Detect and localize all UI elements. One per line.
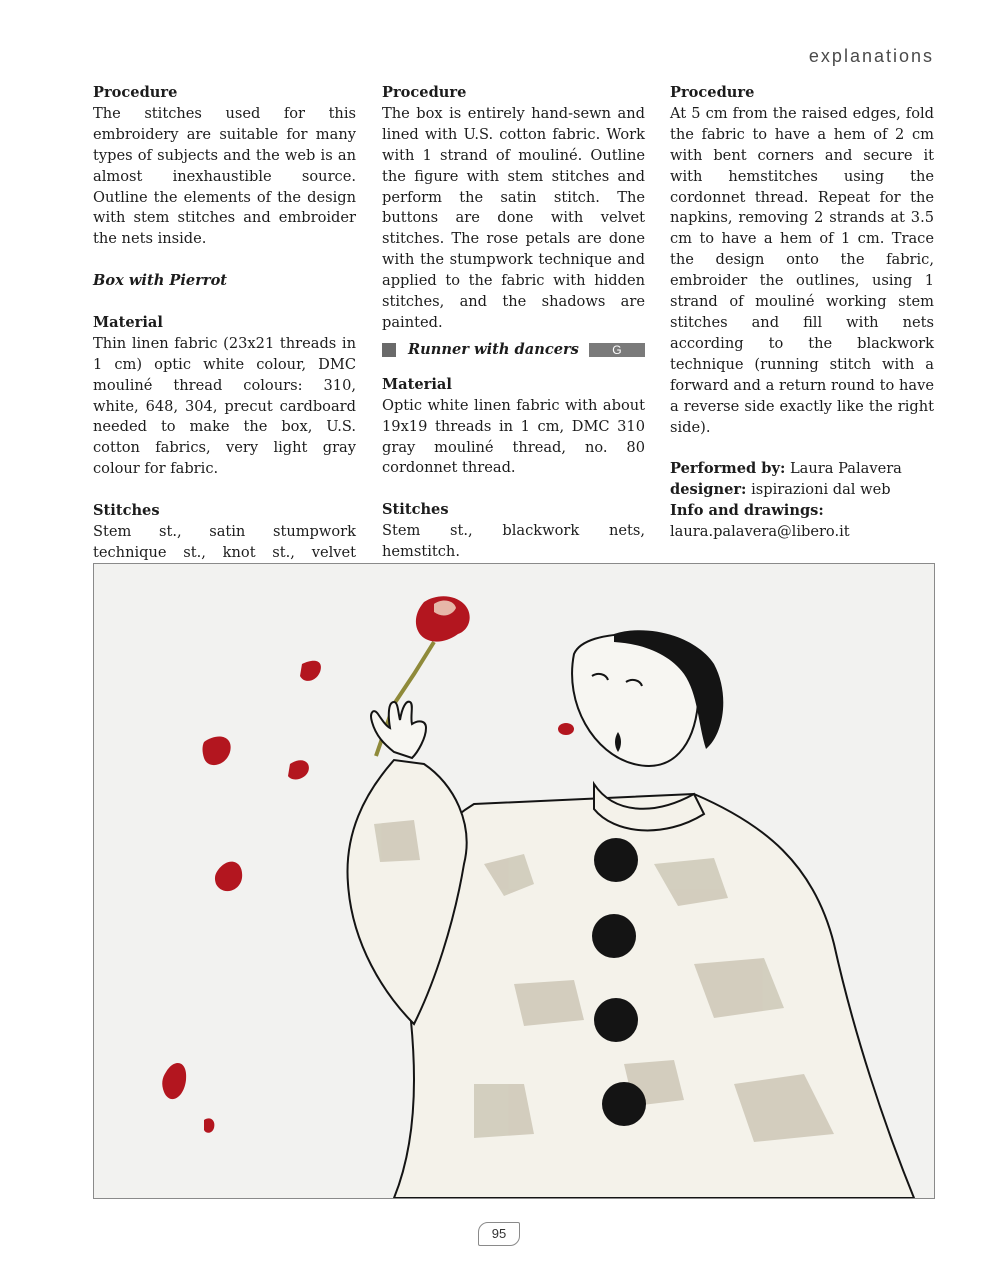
section-header: explanations <box>808 46 934 66</box>
designer-label: designer: <box>670 481 747 499</box>
stitches-heading: Stitches <box>93 502 160 520</box>
embroidery-photo <box>93 563 935 1199</box>
material-heading: Material <box>93 313 163 331</box>
procedure-heading: Procedure <box>670 84 755 101</box>
stitches-heading: Stitches <box>382 501 449 519</box>
project-title: Runner with dancers <box>408 340 579 358</box>
pierrot-embroidery-illustration <box>94 564 934 1198</box>
procedure-heading: Procedure <box>93 84 178 101</box>
pierrot-head <box>558 630 723 766</box>
procedure-text: The box is entirely hand-sewn and lined with U.S. cotton fabric. Work with 1 strand of mouliné. Outline the figure with stem stitches and perform the satin stitch. The buttons are done with velvet stitches. The rose petals are done with the stumpwork technique and applied to the fabric with hidden stitches, and the shadows are painted. <box>382 104 645 331</box>
square-marker-icon <box>382 343 396 357</box>
column-middle <box>382 83 645 563</box>
designer-value: ispirazioni dal web <box>751 481 891 499</box>
info-heading <box>670 501 934 522</box>
performed-by <box>670 459 934 480</box>
stitches-text: Stem st., satin stumpwork technique st., knot st., velvet <box>93 522 356 561</box>
column-right <box>670 83 934 543</box>
info-label: Info and drawings: <box>670 502 824 520</box>
page-number: 95 <box>478 1222 520 1246</box>
designer <box>670 480 934 501</box>
column-left <box>93 83 356 585</box>
project-title: Box with Pierrot <box>93 272 228 290</box>
material-text: Thin linen fabric (23x21 threads in 1 cm) optic white colour, DMC mouliné thread colours: 310, white, 648, 304, precut cardboard needed to make the box, U.S. cotton fabrics, very light gray colour for fabric. <box>93 334 356 478</box>
rose-petals <box>162 661 321 1133</box>
performed-value: Laura Palavera <box>789 460 902 478</box>
runner-title-bar <box>382 340 645 361</box>
procedure-text: At 5 cm from the raised edges, fold the fabric to have a hem of 2 cm with bent corners and secure it with hemstitches using the cordonnet thread. Repeat for the napkins, removing 2 strands at 3.5 cm to have a hem of 1 cm. Trace the design onto the fabric, embroider the outlines, using 1 strand of mouliné working stem stitches and fill with nets according to the blackwork technique (running stitch with a forward and a return round to have a reverse side exactly like the right side). <box>670 104 934 436</box>
material-heading: Material <box>382 375 452 393</box>
difficulty-badge: G <box>589 343 645 357</box>
performed-label: Performed by: <box>670 460 786 478</box>
stitches-text: Stem st., blackwork nets, hemstitch. <box>382 522 645 561</box>
info-email: laura.palavera@libero.it <box>670 523 850 541</box>
procedure-text: The stitches used for this embroidery are suitable for many types of subjects and the web is an almost inexhaustible source. Outline the elements of the design with stem stitches and embroider the nets inside. <box>93 104 356 248</box>
material-text: Optic white linen fabric with about 19x19 threads in 1 cm, DMC 310 gray mouliné thread, no. 80 cordonnet thread. <box>382 396 645 477</box>
procedure-heading: Procedure <box>382 84 467 101</box>
